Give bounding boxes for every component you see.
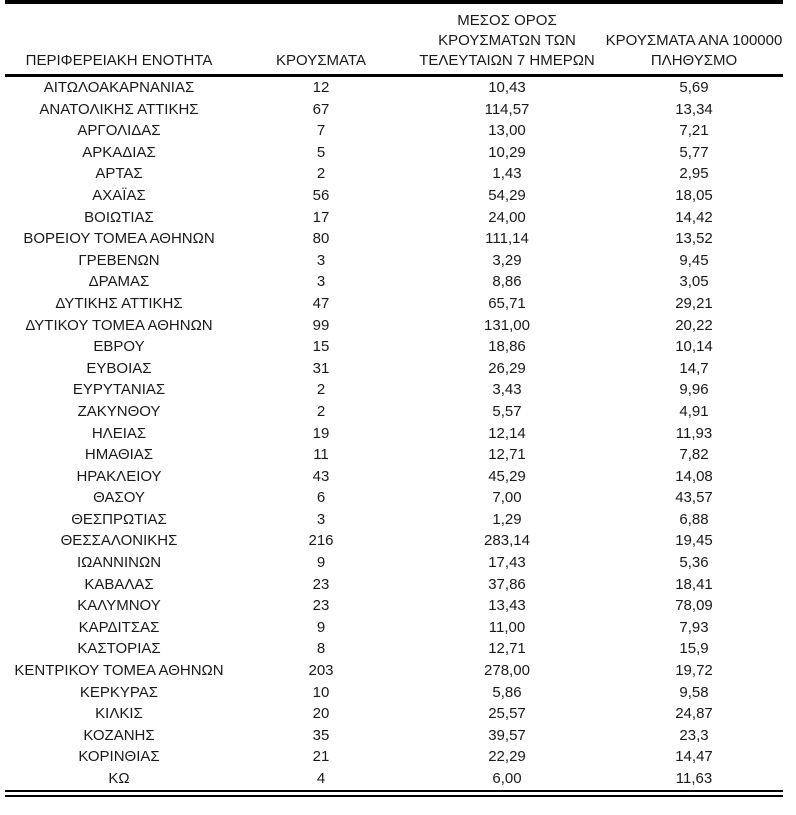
per100k-cell: 9,58: [679, 683, 709, 701]
cases-cell: 23: [312, 597, 330, 615]
cases-cell: 20: [312, 705, 330, 723]
region-name-cell: ΖΑΚΥΝΘΟΥ: [77, 402, 161, 420]
cases-cell: 56: [312, 186, 330, 204]
cases-cell: 12: [312, 79, 330, 96]
table-row: [5, 444, 783, 466]
cases-cell: 21: [312, 748, 330, 766]
per100k-cell: 18,41: [675, 575, 713, 593]
column-header-avg7: [409, 2, 605, 76]
table-row: [5, 574, 783, 596]
cases-cell: 2: [316, 381, 326, 399]
avg7-cell: 22,29: [488, 748, 526, 766]
table-row: [5, 768, 783, 793]
cases-cell: 5: [316, 143, 326, 161]
per100k-cell: 13,52: [675, 230, 713, 248]
region-name-cell: ΗΡΑΚΛΕΙΟΥ: [76, 467, 162, 485]
table-row: [5, 509, 783, 531]
table-row: [5, 595, 783, 617]
avg7-cell: 12,71: [488, 446, 526, 464]
per100k-cell: 78,09: [675, 597, 713, 615]
avg7-cell: 37,86: [488, 575, 526, 593]
avg7-cell: 114,57: [484, 100, 530, 118]
avg7-cell: 39,57: [488, 726, 526, 744]
table-row: [5, 142, 783, 164]
avg7-cell: 8,86: [492, 273, 522, 291]
region-name-cell: ΗΜΑΘΙΑΣ: [84, 446, 154, 464]
region-name-cell: ΕΒΡΟΥ: [93, 338, 145, 356]
per100k-cell: 14,08: [675, 467, 713, 485]
table-row: [5, 185, 783, 207]
column-header-cases-line: ΚΡΟΥΣΜΑΤΑ: [276, 52, 366, 69]
avg7-cell: 12,14: [488, 424, 526, 442]
per100k-cell: 5,77: [679, 143, 709, 161]
avg7-cell: 17,43: [488, 554, 526, 572]
avg7-cell: 3,29: [492, 251, 522, 269]
cases-cell: 43: [312, 467, 330, 485]
table-row: [5, 746, 783, 768]
cases-cell: 7: [316, 122, 326, 140]
region-name-cell: ΚΟΡΙΝΘΙΑΣ: [78, 748, 160, 766]
region-name-cell: ΕΥΡΥΤΑΝΙΑΣ: [72, 381, 166, 399]
per100k-cell: 11,93: [675, 424, 713, 442]
region-name-cell: ΚΑΛΥΜΝΟΥ: [77, 597, 161, 615]
per100k-cell: 14,47: [675, 748, 713, 766]
per100k-cell: 3,05: [679, 273, 709, 291]
table-row: [5, 660, 783, 682]
cases-cell: 67: [312, 100, 330, 118]
table-row: [5, 466, 783, 488]
per100k-cell: 13,34: [675, 100, 713, 118]
region-name-cell: ΘΑΣΟΥ: [93, 489, 145, 507]
table-header-row: [5, 2, 783, 76]
cases-cell: 80: [312, 230, 330, 248]
cases-cell: 3: [316, 273, 326, 291]
region-name-cell: ΚΟΖΑΝΗΣ: [83, 726, 155, 744]
column-header-region: [5, 2, 233, 76]
per100k-cell: 24,87: [675, 705, 713, 723]
table-row: [5, 682, 783, 704]
table-row: [5, 638, 783, 660]
table-row: [5, 76, 783, 99]
per100k-cell: 29,21: [675, 294, 713, 312]
avg7-cell: 24,00: [488, 208, 526, 226]
region-name-cell: ΘΕΣΠΡΩΤΙΑΣ: [71, 510, 167, 528]
table-row: [5, 703, 783, 725]
avg7-cell: 111,14: [485, 230, 529, 248]
region-name-cell: ΚΕΝΤΡΙΚΟΥ ΤΟΜΕΑ ΑΘΗΝΩΝ: [14, 662, 224, 680]
per100k-cell: 2,95: [679, 165, 709, 183]
per100k-cell: 7,93: [679, 618, 709, 636]
cases-cell: 11: [313, 446, 329, 464]
per100k-cell: 11,63: [675, 770, 713, 787]
table-row: [5, 99, 783, 121]
region-name-cell: ΑΝΑΤΟΛΙΚΗΣ ΑΤΤΙΚΗΣ: [39, 100, 199, 118]
region-name-cell: ΒΟΙΩΤΙΑΣ: [84, 208, 154, 226]
region-name-cell: ΚΙΛΚΙΣ: [95, 705, 143, 723]
avg7-cell: 18,86: [488, 338, 526, 356]
cases-cell: 9: [316, 618, 326, 636]
table-row: [5, 315, 783, 337]
column-header-avg7-line: ΜΕΣΟΣ ΟΡΟΣ: [457, 12, 557, 29]
cases-cell: 99: [312, 316, 330, 334]
region-name-cell: ΓΡΕΒΕΝΩΝ: [78, 251, 160, 269]
region-name-cell: ΚΑΡΔΙΤΣΑΣ: [78, 618, 160, 636]
cases-cell: 10: [312, 683, 330, 701]
avg7-cell: 11,00: [488, 618, 526, 636]
region-name-cell: ΗΛΕΙΑΣ: [91, 424, 147, 442]
column-header-per100k: [605, 2, 783, 76]
per100k-cell: 20,22: [675, 316, 713, 334]
region-name-cell: ΙΩΑΝΝΙΝΩΝ: [76, 554, 162, 572]
table-row: [5, 401, 783, 423]
region-name-cell: ΔΡΑΜΑΣ: [88, 273, 150, 291]
cases-cell: 23: [312, 575, 330, 593]
avg7-cell: 13,43: [488, 597, 526, 615]
avg7-cell: 131,00: [484, 316, 530, 334]
column-header-per100k-line: ΚΡΟΥΣΜΑΤΑ ΑΝΑ 100000: [605, 32, 783, 49]
column-header-region-line: ΠΕΡΙΦΕΡΕΙΑΚΗ ΕΝΟΤΗΤΑ: [25, 52, 213, 69]
per100k-cell: 4,91: [679, 402, 709, 420]
table-row: [5, 487, 783, 509]
per100k-cell: 7,82: [679, 446, 709, 464]
region-name-cell: ΑΧΑΪΑΣ: [92, 186, 146, 204]
avg7-cell: 45,29: [488, 467, 526, 485]
per100k-cell: 19,45: [675, 532, 713, 550]
covid-cases-by-regional-unit-table: [5, 0, 783, 797]
table-header: [5, 2, 783, 76]
table-row: [5, 250, 783, 272]
avg7-cell: 26,29: [488, 359, 526, 377]
per100k-cell: 14,42: [675, 208, 713, 226]
avg7-cell: 3,43: [492, 381, 522, 399]
region-name-cell: ΘΕΣΣΑΛΟΝΙΚΗΣ: [60, 532, 178, 550]
per100k-cell: 5,69: [679, 79, 709, 96]
avg7-cell: 13,00: [488, 122, 526, 140]
cases-cell: 2: [316, 402, 326, 420]
per100k-cell: 19,72: [675, 662, 713, 680]
avg7-cell: 1,43: [492, 165, 522, 183]
cases-cell: 9: [316, 554, 326, 572]
avg7-cell: 25,57: [488, 705, 526, 723]
per100k-cell: 23,3: [679, 726, 709, 744]
per100k-cell: 15,9: [679, 640, 709, 658]
region-name-cell: ΒΟΡΕΙΟΥ ΤΟΜΕΑ ΑΘΗΝΩΝ: [23, 230, 215, 248]
region-name-cell: ΕΥΒΟΙΑΣ: [86, 359, 152, 377]
per100k-cell: 43,57: [675, 489, 713, 507]
region-name-cell: ΚΑΒΑΛΑΣ: [84, 575, 154, 593]
table-row: [5, 271, 783, 293]
column-header-avg7-line: ΤΕΛΕΥΤΑΙΩΝ 7 ΗΜΕΡΩΝ: [419, 52, 595, 69]
region-name-cell: ΚΑΣΤΟΡΙΑΣ: [77, 640, 161, 658]
table-row: [5, 423, 783, 445]
region-name-cell: ΔΥΤΙΚΗΣ ΑΤΤΙΚΗΣ: [55, 294, 183, 312]
cases-cell: 17: [312, 208, 330, 226]
per100k-cell: 5,36: [679, 554, 709, 572]
avg7-cell: 6,00: [492, 770, 522, 787]
per100k-cell: 10,14: [675, 338, 713, 356]
table-row: [5, 293, 783, 315]
table-row: [5, 207, 783, 229]
table-row: [5, 530, 783, 552]
per100k-cell: 9,96: [679, 381, 709, 399]
avg7-cell: 5,86: [492, 683, 522, 701]
cases-cell: 2: [316, 165, 326, 183]
region-name-cell: ΑΡΓΟΛΙΔΑΣ: [77, 122, 161, 140]
table-row: [5, 552, 783, 574]
table-row: [5, 617, 783, 639]
per100k-cell: 9,45: [679, 251, 709, 269]
table-row: [5, 120, 783, 142]
column-header-avg7-line: ΚΡΟΥΣΜΑΤΩΝ ΤΩΝ: [438, 32, 576, 49]
table-row: [5, 358, 783, 380]
avg7-cell: 12,71: [488, 640, 526, 658]
table-row: [5, 228, 783, 250]
cases-cell: 19: [312, 424, 330, 442]
avg7-cell: 283,14: [484, 532, 530, 550]
avg7-cell: 10,43: [488, 79, 526, 96]
avg7-cell: 5,57: [492, 402, 522, 420]
avg7-cell: 54,29: [488, 186, 526, 204]
column-header-per100k-line: ΠΛΗΘΥΣΜΟ: [650, 52, 738, 69]
column-header-cases: [233, 2, 409, 76]
cases-cell: 8: [316, 640, 326, 658]
table-row: [5, 163, 783, 185]
region-name-cell: ΚΩ: [108, 770, 130, 787]
cases-cell: 15: [312, 338, 330, 356]
per100k-cell: 18,05: [675, 186, 713, 204]
cases-cell: 203: [308, 662, 334, 680]
avg7-cell: 65,71: [488, 294, 526, 312]
avg7-cell: 7,00: [492, 489, 522, 507]
cases-cell: 47: [312, 294, 330, 312]
table-row: [5, 725, 783, 747]
table-body: [5, 76, 783, 794]
avg7-cell: 278,00: [484, 662, 530, 680]
cases-cell: 31: [312, 359, 330, 377]
avg7-cell: 1,29: [492, 510, 522, 528]
per100k-cell: 14,7: [679, 359, 709, 377]
cases-cell: 3: [316, 251, 326, 269]
avg7-cell: 10,29: [488, 143, 526, 161]
region-name-cell: ΑΡΚΑΔΙΑΣ: [82, 143, 156, 161]
region-name-cell: ΑΡΤΑΣ: [95, 165, 143, 183]
region-name-cell: ΔΥΤΙΚΟΥ ΤΟΜΕΑ ΑΘΗΝΩΝ: [25, 316, 213, 334]
cases-cell: 6: [316, 489, 326, 507]
per100k-cell: 6,88: [679, 510, 709, 528]
table-row: [5, 336, 783, 358]
region-name-cell: ΚΕΡΚΥΡΑΣ: [79, 683, 159, 701]
table-row: [5, 379, 783, 401]
cases-cell: 4: [316, 770, 326, 787]
region-name-cell: ΑΙΤΩΛΟΑΚΑΡΝΑΝΙΑΣ: [43, 79, 195, 96]
cases-cell: 216: [308, 532, 334, 550]
cases-cell: 3: [316, 510, 326, 528]
per100k-cell: 7,21: [679, 122, 709, 140]
cases-cell: 35: [312, 726, 330, 744]
